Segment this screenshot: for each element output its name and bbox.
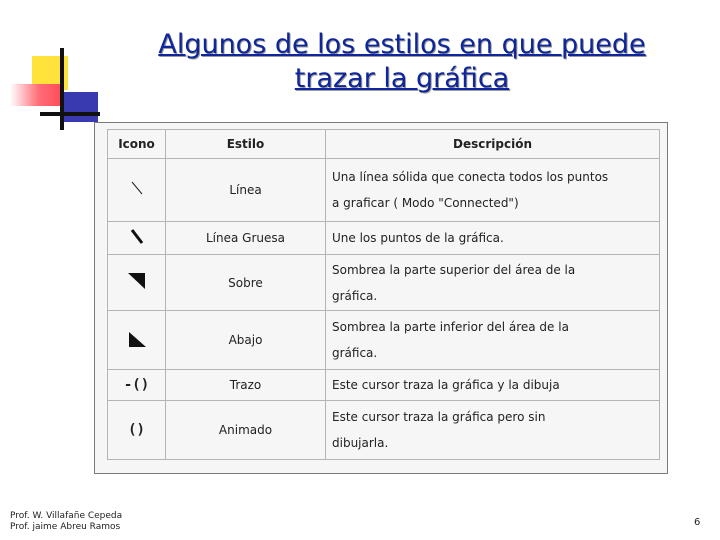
style-description: Este cursor traza la gráfica y la dibuja [326, 370, 660, 401]
page-number: 6 [694, 517, 701, 528]
footer-author-2: Prof. jaime Abreu Ramos [10, 522, 121, 532]
icon-cell [108, 255, 166, 311]
style-description: Une los puntos de la gráfica. [326, 222, 660, 255]
logo-red-bar [10, 84, 62, 106]
style-name: Sobre [166, 255, 326, 311]
table-row [108, 370, 660, 401]
header-description: Descripción [326, 130, 660, 159]
style-name: Línea Gruesa [166, 222, 326, 255]
style-description: Sombrea la parte inferior del área de la gráfica. [326, 311, 660, 370]
table-row [108, 311, 660, 370]
logo-vertical-line [60, 48, 64, 130]
icon-cell [108, 222, 166, 255]
style-description: Una línea sólida que conecta todos los puntos a graficar ( Modo "Connected") [326, 159, 660, 222]
logo-blue-square [62, 92, 98, 122]
logo-horizontal-line [40, 112, 100, 116]
slide-title [118, 28, 686, 96]
style-name: Animado [166, 401, 326, 460]
animated-cursor-icon: () [108, 401, 166, 460]
style-description: Este cursor traza la gráfica pero sin dibujarla. [326, 401, 660, 460]
thick-line-icon [127, 227, 147, 247]
header-style: Estilo [166, 130, 326, 159]
table-row [108, 222, 660, 255]
thin-line-icon [127, 179, 147, 199]
header-icon: Icono [108, 130, 166, 159]
icon-cell [108, 311, 166, 370]
slide-title-line-1: Algunos de los estilos en que puede [158, 29, 646, 60]
style-name: Abajo [166, 311, 326, 370]
shade-below-icon [126, 328, 148, 350]
style-name: Trazo [166, 370, 326, 401]
style-description: Sombrea la parte superior del área de la gráfica. [326, 255, 660, 311]
table-row [108, 401, 660, 460]
table-row [108, 159, 660, 222]
table-row [108, 255, 660, 311]
style-name: Línea [166, 159, 326, 222]
scanned-table-image [94, 122, 668, 474]
footer-author-1: Prof. W. Villafañe Cepeda [10, 511, 123, 521]
shade-above-icon [126, 270, 148, 292]
table-header-row [108, 130, 660, 159]
footer-authors [10, 511, 122, 533]
slide-title-line-2: trazar la gráfica [294, 63, 510, 94]
icon-cell [108, 159, 166, 222]
trace-cursor-icon: -() [108, 370, 166, 401]
graph-styles-table [107, 129, 660, 460]
